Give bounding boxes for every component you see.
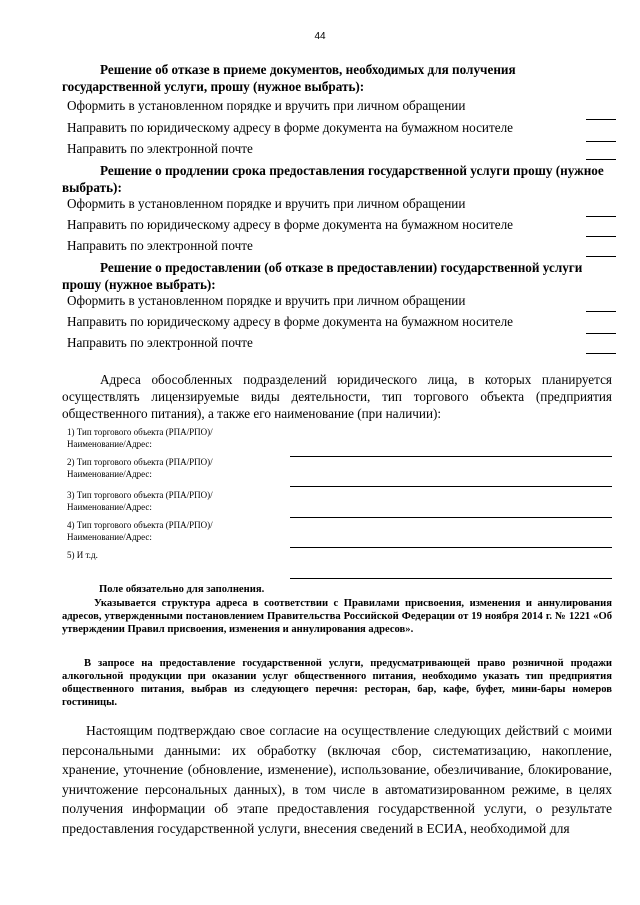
option-legal-address: Направить по юридическому адресу в форме документа на бумажном носителе xyxy=(67,314,514,329)
address-item: 1) Тип торгового объекта (РПА/РПО)/ Наименование/Адрес: xyxy=(67,427,213,449)
option-personal-delivery: Оформить в установленном порядке и вручить при личном обращении xyxy=(67,196,466,211)
address-input-line[interactable] xyxy=(290,547,612,548)
note-required-field: Поле обязательно для заполнения. xyxy=(99,584,265,595)
option-email: Направить по электронной почте xyxy=(67,141,253,156)
checkbox-blank[interactable] xyxy=(586,159,616,160)
option-email: Направить по электронной почте xyxy=(67,238,253,253)
checkbox-blank[interactable] xyxy=(586,256,616,257)
address-input-line[interactable] xyxy=(290,578,612,579)
section-heading-provision: Решение о предоставлении (об отказе в предоставлении) государственной услуги прошу (нужное выбрать): xyxy=(62,260,583,292)
option-personal-delivery: Оформить в установленном порядке и вручить при личном обращении xyxy=(67,98,466,113)
checkbox-blank[interactable] xyxy=(586,311,616,312)
checkbox-blank[interactable] xyxy=(586,333,616,334)
section-heading-rejection: Решение об отказе в приеме документов, необходимых для получения государственной услуги, прошу (нужное выбрать): xyxy=(62,62,516,94)
checkbox-blank[interactable] xyxy=(586,141,616,142)
option-email: Направить по электронной почте xyxy=(67,335,253,350)
checkbox-blank[interactable] xyxy=(586,236,616,237)
checkbox-blank[interactable] xyxy=(586,353,616,354)
note-address-structure: Указывается структура адреса в соответствии с Правилами присвоения, изменения и аннулирования адресов, утвержденными постановлением Правительства Российской Федерации от 19 ноября 2014 г. № 1221 «Об утверждении Правил присвоения, изменения и аннулирования адресов». xyxy=(62,598,612,635)
page-number: 44 xyxy=(314,31,326,42)
checkbox-blank[interactable] xyxy=(586,119,616,120)
address-input-line[interactable] xyxy=(290,517,612,518)
option-personal-delivery: Оформить в установленном порядке и вручить при личном обращении xyxy=(67,293,466,308)
address-input-line[interactable] xyxy=(290,486,612,487)
address-input-line[interactable] xyxy=(290,456,612,457)
address-item: 4) Тип торгового объекта (РПА/РПО)/ Наименование/Адрес: xyxy=(67,520,213,542)
note-retail-type: В запросе на предоставление государственной услуги, предусматривающей право розничной продажи алкогольной продукции при оказании услуг общественного питания, необходимо указать тип предприятия общественного питания, выбрав из следующего перечня: ресторан, бар, кафе, буфет, мини-бары номеров гостиницы. xyxy=(62,658,612,708)
option-legal-address: Направить по юридическому адресу в форме документа на бумажном носителе xyxy=(67,217,514,232)
section-heading-extension: Решение о продлении срока предоставления государственной услуги прошу (нужное выбрать): xyxy=(62,163,604,195)
address-item: 2) Тип торгового объекта (РПА/РПО)/ Наименование/Адрес: xyxy=(67,457,213,479)
address-item: 5) И т.д. xyxy=(67,550,98,560)
checkbox-blank[interactable] xyxy=(586,216,616,217)
addresses-paragraph: Адреса обособленных подразделений юридического лица, в которых планируется осуществлять лицензируемые виды деятельности, тип торгового объекта (предприятия общественного питания), а также его наименование (при наличии): xyxy=(62,372,612,421)
option-legal-address: Направить по юридическому адресу в форме документа на бумажном носителе xyxy=(67,120,514,135)
consent-paragraph: Настоящим подтверждаю свое согласие на осуществление следующих действий с моими персональными данными: их обработку (включая сбор, систематизацию, накопление, хранение, уточнение (обновление, изменение), использование, обезличивание, блокирование, уничтожение персональных данных), в том числе в автоматизированном режиме, в целях получения информации об этапе предоставления государственной услуги, о результате предоставления государственной услуги, внесения сведений в ЕСИА, необходимой для xyxy=(62,723,612,836)
address-item: 3) Тип торгового объекта (РПА/РПО)/ Наименование/Адрес: xyxy=(67,490,213,512)
